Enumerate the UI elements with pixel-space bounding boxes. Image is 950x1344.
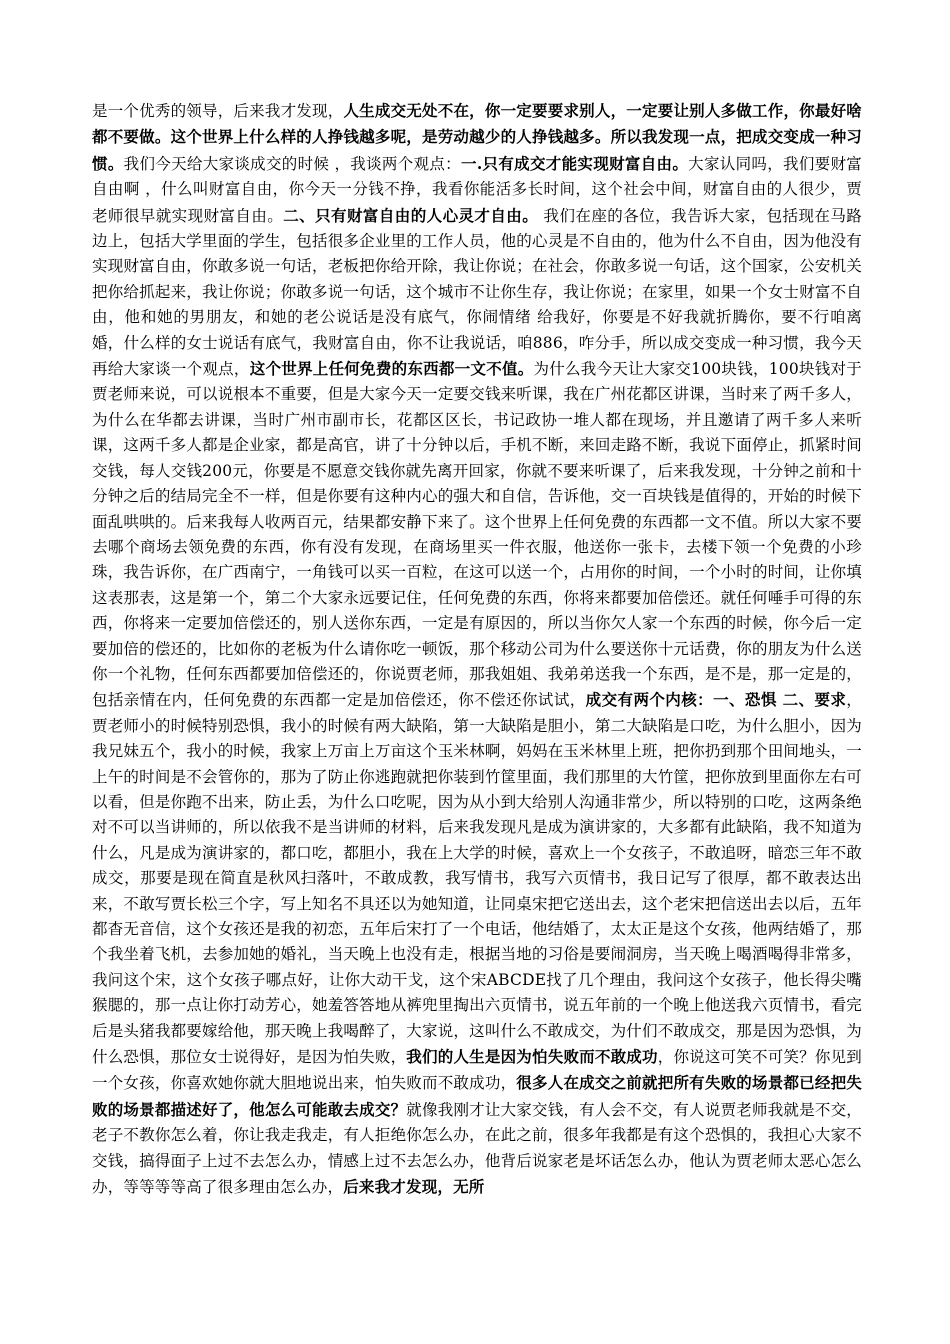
text-run: 就像我刚才让大家交钱，有人会不交，有人说贾老师我就是不交，老子不教你怎么着，你让我走我走，有人拒绝你怎么办，在此之前，很多年我都是有这个恐惧的，我担心大家不交钱，搞得面子上过不去怎么办，情感上过不去怎么办，他背后说家老是坏话怎么办，他认为贾老师太恶心怎么办，等等等等高了很多理由怎么办， (92, 1100, 862, 1197)
text-run: 我们今天给大家谈成交的时候 ，我谈两个观点： (123, 154, 462, 173)
bold-text-run: 这个世界上任何免费的东西都一文不值。 (249, 359, 534, 379)
bold-text-run: 后来我才发现，无所 (343, 1177, 485, 1197)
bold-text-run: 一.只有成交才能实现财富自由。 (461, 153, 689, 173)
body-text (92, 98, 862, 1200)
bold-text-run: 二、只有财富自由的人心灵才自由。 (283, 205, 539, 225)
text-run: 是一个优秀的领导，后来我才发现， (92, 102, 344, 120)
bold-text-run: 成交有两个内核：一、恐惧 二、要求 (585, 690, 847, 710)
bold-text-run: 人生成交无处不在，你一定要要求别人，一定要让别人多做工作，你最好啥都不要做。这个世界上什么样的人挣钱越多呢，是劳动越少的人挣钱越多。所以我发现一点，把成交变成一种习惯。 (92, 101, 862, 173)
text-run: 大家认同吗，我们要财富自由啊 ，什么叫财富自由，你今天一分钱不挣，我看你能活多长时间，这个社会中间，财富自由的人很少，贾老师很早就实现财富自由。 (92, 154, 862, 225)
bold-text-run: 很多人在成交之前就把所有失败的场景都已经把失败的场景都描述好了，他怎么可能敢去成交？ (92, 1073, 862, 1119)
text-run: ，你说这可笑不可笑？你见到一个女孩，你喜欢她你就大胆地说出来，怕失败而不敢成功， (92, 1048, 863, 1093)
bold-text-run: 我们的人生是因为怕失败而不敢成功 (406, 1047, 658, 1067)
text-run: 为什么我今天让大家交100块钱，100块钱对于贾老师来说，可以说根本不重要，但是大家今天一定要交钱来听课，我在广州花都区讲课，当时来了两千多人，为什么在华都去讲课，当时广州市副市长，花都区区长，书记政协一堆人都在现场，并且邀请了两千多人来听课，这两千多人都是企业家，都是高官，讲了十分钟以后，手机不断，来回走路不断，我说下面停止，抓紧时间交钱，每人交钱200元，你要是不愿意交钱你就先离开回家，你就不要来听课了，后来我发现，十分钟之前和十分钟之后的结局完全不一样，但是你要有这种内心的强大和自信，告诉他，交一百块钱是值得的，开始的时候下面乱哄哄的。后来我每人收两百元，结果都安静下来了。这个世界上任何免费的东西都一文不值。所以大家不要去哪个商场去领免费的东西，你有没有发现，在商场里买一件衣服，他送你一张卡，去楼下领一个免费的小珍珠，我告诉你，在广西南宁，一角钱可以买一百粒，在这可以送一个，占用你的时间，一个小时的时间，让你填这表那表，这是第一个，第二个大家永远要记住，任何免费的东西，你将来都要加倍偿还。就任何唾手可得的东西，你将来一定要加倍偿还的，别人送你东西，一定是有原因的，所以当你欠人家一个东西的时候，你今后一定要加倍的偿还的，比如你的老板为什么请你吃一顿饭，那个移动公司为什么要送你十元话费，你的朋友为什么送你一个礼物，任何东西都要加倍偿还的，你说贾老师，那我姐姐、我弟弟送我一个东西，是不是，那一定是的，包括亲情在内，任何免费的东西都一定是加倍偿还，你不偿还你试试， (92, 360, 862, 710)
text-run: 我们在座的各位，我告诉大家，包括现在马路边上，包括大学里面的学生，包括很多企业里的工作人员，他的心灵是不自由的，他为什么不自由，因为他没有实现财富自由，你敢多说一句话，老板把你给开除，我让你说；在社会，你敢多说一句话，这个国家，公安机关把你给抓起来，我让你说；你敢多说一句话，这个城市不让你生存，我让你说；在家里，如果一个女士财富不自由，他和她的男朋友，和她的老公说话是没有底气，你闹情绪 给我好，你要是不好我就折腾你，要不行咱离婚，什么样的女士说话有底气，我财富自由，你不让我说话，咱886，咋分手，所以成交变成一种习惯，我今天再给大家谈一个观点， (92, 206, 862, 379)
text-run: ，贾老师小的时候特别恐惧，我小的时候有两大缺陷，第一大缺陷是胆小，第二大缺陷是口吃，为什么胆小，因为我兄妹五个，我小的时候，我家上万亩上万亩这个玉米林啊，妈妈在玉米林里上班，把你扔到那个田间地头，一上午的时间是不会管你的，那为了防止你逃跑就把你装到竹筐里面，我们那里的大竹筐，把你放到里面你左右可以看，但是你跑不出来，防止丢，为什么口吃呢，因为从小到大给别人沟通非常少，所以特别的口吃，这两条绝对不可以当讲师的，所以依我不是当讲师的材料，后来我发现凡是成为演讲家的，大多都有此缺陷，我不知道为什么，凡是成为演讲家的，都口吃，都胆小，我在上大学的时候，喜欢上一个女孩子，不敢追呀，暗恋三年不敢成交，那要是现在简直是秋风扫落叶，不敢成教，我写情书，我写六页情书，我日记写了很厚，都不敢表达出来，不敢写贾长松三个字，写上知名不具还以为她知道，让同桌宋把它送出去，这个老宋把信送出去以后，五年都杳无音信，这个女孩还是我的初恋，五年后宋打了一个电话，他结婚了，太太正是这个女孩，他两结婚了，那个我坐着飞机，去参加她的婚礼，当天晚上也没有走，根据当地的习俗是要闹洞房，当天晚上喝酒喝得非常多，我问这个宋，这个女孩子哪点好，让你大动干戈，这个宋ABCDE找了几个理由，我问这个女孩子，他长得尖嘴猴腮的，那一点让你打动芳心，她羞答答地从裤兜里掏出六页情书，说五年前的一个晚上他送我六页情书，看完后是头猪我都要嫁给他，那天晚上我喝醉了，大家说，这叫什么不敢成交，为什们不敢成交，那是因为恐惧，为什么恐惧，那位女士说得好，是因为怕失败， (92, 691, 862, 1067)
